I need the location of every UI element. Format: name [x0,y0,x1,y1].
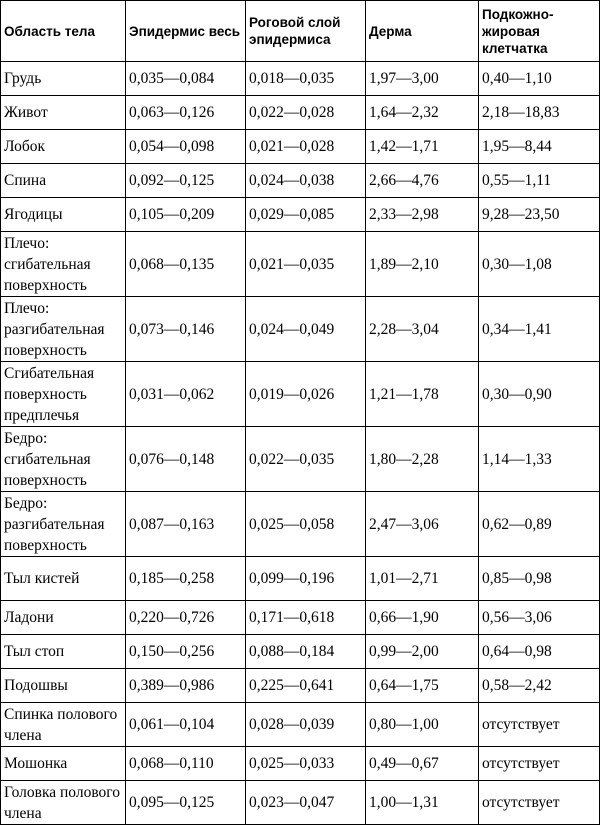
cell-subcutis: 0,34—1,41 [479,297,600,362]
cell-stratum: 0,088—0,184 [246,635,366,669]
cell-region: Головка полового члена [1,781,126,825]
cell-epidermis: 0,389—0,986 [126,669,246,703]
cell-epidermis: 0,061—0,104 [126,703,246,747]
table-row [1,492,600,557]
cell-subcutis: 0,55—1,11 [479,164,600,198]
cell-region: Ладони [1,601,126,635]
cell-dermis: 1,00—1,31 [366,781,479,825]
cell-epidermis: 0,068—0,135 [126,232,246,297]
cell-subcutis: 0,40—1,10 [479,62,600,96]
cell-epidermis: 0,150—0,256 [126,635,246,669]
cell-subcutis: 0,64—0,98 [479,635,600,669]
cell-epidermis: 0,031—0,062 [126,362,246,427]
cell-stratum: 0,019—0,026 [246,362,366,427]
table-row [1,362,600,427]
table-row [1,198,600,232]
cell-subcutis: отсутствует [479,781,600,825]
cell-region: Подошвы [1,669,126,703]
header-subcutis: Подкожно-жировая клетчатка [479,1,600,62]
cell-dermis: 1,97—3,00 [366,62,479,96]
table-row [1,297,600,362]
cell-dermis: 0,49—0,67 [366,747,479,781]
cell-dermis: 2,28—3,04 [366,297,479,362]
cell-stratum: 0,021—0,028 [246,130,366,164]
cell-subcutis: 0,30—1,08 [479,232,600,297]
cell-region: Тыл кистей [1,557,126,601]
cell-dermis: 0,99—2,00 [366,635,479,669]
cell-stratum: 0,024—0,049 [246,297,366,362]
table-row [1,232,600,297]
table-row [1,781,600,825]
cell-epidermis: 0,087—0,163 [126,492,246,557]
cell-stratum: 0,171—0,618 [246,601,366,635]
cell-region: Ягодицы [1,198,126,232]
cell-region: Сгибательная поверхность предплечья [1,362,126,427]
table-row [1,164,600,198]
cell-dermis: 1,80—2,28 [366,427,479,492]
cell-region: Грудь [1,62,126,96]
header-epidermis: Эпидермис весь [126,1,246,62]
cell-epidermis: 0,095—0,125 [126,781,246,825]
table-row [1,703,600,747]
table-row [1,601,600,635]
cell-region: Спина [1,164,126,198]
cell-region: Тыл стоп [1,635,126,669]
cell-dermis: 1,89—2,10 [366,232,479,297]
cell-epidermis: 0,076—0,148 [126,427,246,492]
cell-dermis: 1,01—2,71 [366,557,479,601]
cell-subcutis: 0,58—2,42 [479,669,600,703]
cell-stratum: 0,225—0,641 [246,669,366,703]
cell-stratum: 0,029—0,085 [246,198,366,232]
cell-subcutis: 0,30—0,90 [479,362,600,427]
cell-region: Бедро: сгибательная поверхность [1,427,126,492]
table-row [1,427,600,492]
cell-stratum: 0,022—0,035 [246,427,366,492]
cell-epidermis: 0,105—0,209 [126,198,246,232]
cell-dermis: 2,66—4,76 [366,164,479,198]
cell-epidermis: 0,035—0,084 [126,62,246,96]
cell-epidermis: 0,073—0,146 [126,297,246,362]
table-row [1,130,600,164]
cell-stratum: 0,024—0,038 [246,164,366,198]
cell-dermis: 1,21—1,78 [366,362,479,427]
cell-region: Живот [1,96,126,130]
cell-region: Бедро: разгибательная поверхность [1,492,126,557]
cell-dermis: 0,66—1,90 [366,601,479,635]
cell-region: Лобок [1,130,126,164]
table-row [1,669,600,703]
cell-dermis: 1,64—2,32 [366,96,479,130]
cell-dermis: 2,47—3,06 [366,492,479,557]
cell-epidermis: 0,220—0,726 [126,601,246,635]
cell-region: Плечо: сгибательная поверхность [1,232,126,297]
cell-stratum: 0,025—0,033 [246,747,366,781]
table-row [1,96,600,130]
cell-stratum: 0,021—0,035 [246,232,366,297]
cell-epidermis: 0,185—0,258 [126,557,246,601]
cell-subcutis: 2,18—18,83 [479,96,600,130]
cell-dermis: 2,33—2,98 [366,198,479,232]
cell-subcutis: отсутствует [479,703,600,747]
cell-subcutis: 0,85—0,98 [479,557,600,601]
header-dermis: Дерма [366,1,479,62]
cell-subcutis: 0,62—0,89 [479,492,600,557]
table-row [1,635,600,669]
cell-epidermis: 0,068—0,110 [126,747,246,781]
cell-epidermis: 0,063—0,126 [126,96,246,130]
header-row [1,1,600,62]
cell-epidermis: 0,054—0,098 [126,130,246,164]
cell-dermis: 1,42—1,71 [366,130,479,164]
cell-stratum: 0,025—0,058 [246,492,366,557]
cell-stratum: 0,028—0,039 [246,703,366,747]
cell-subcutis: 1,14—1,33 [479,427,600,492]
cell-region: Мошонка [1,747,126,781]
cell-stratum: 0,099—0,196 [246,557,366,601]
table-row [1,62,600,96]
cell-dermis: 0,64—1,75 [366,669,479,703]
cell-subcutis: 0,56—3,06 [479,601,600,635]
cell-stratum: 0,022—0,028 [246,96,366,130]
cell-stratum: 0,018—0,035 [246,62,366,96]
cell-region: Спинка полового члена [1,703,126,747]
cell-subcutis: 1,95—8,44 [479,130,600,164]
cell-stratum: 0,023—0,047 [246,781,366,825]
cell-subcutis: отсутствует [479,747,600,781]
cell-dermis: 0,80—1,00 [366,703,479,747]
cell-region: Плечо: разгибательная поверхность [1,297,126,362]
cell-epidermis: 0,092—0,125 [126,164,246,198]
header-region: Область тела [1,1,126,62]
table-row [1,747,600,781]
header-stratum-corneum: Роговой слой эпидермиса [246,1,366,62]
table-row [1,557,600,601]
cell-subcutis: 9,28—23,50 [479,198,600,232]
